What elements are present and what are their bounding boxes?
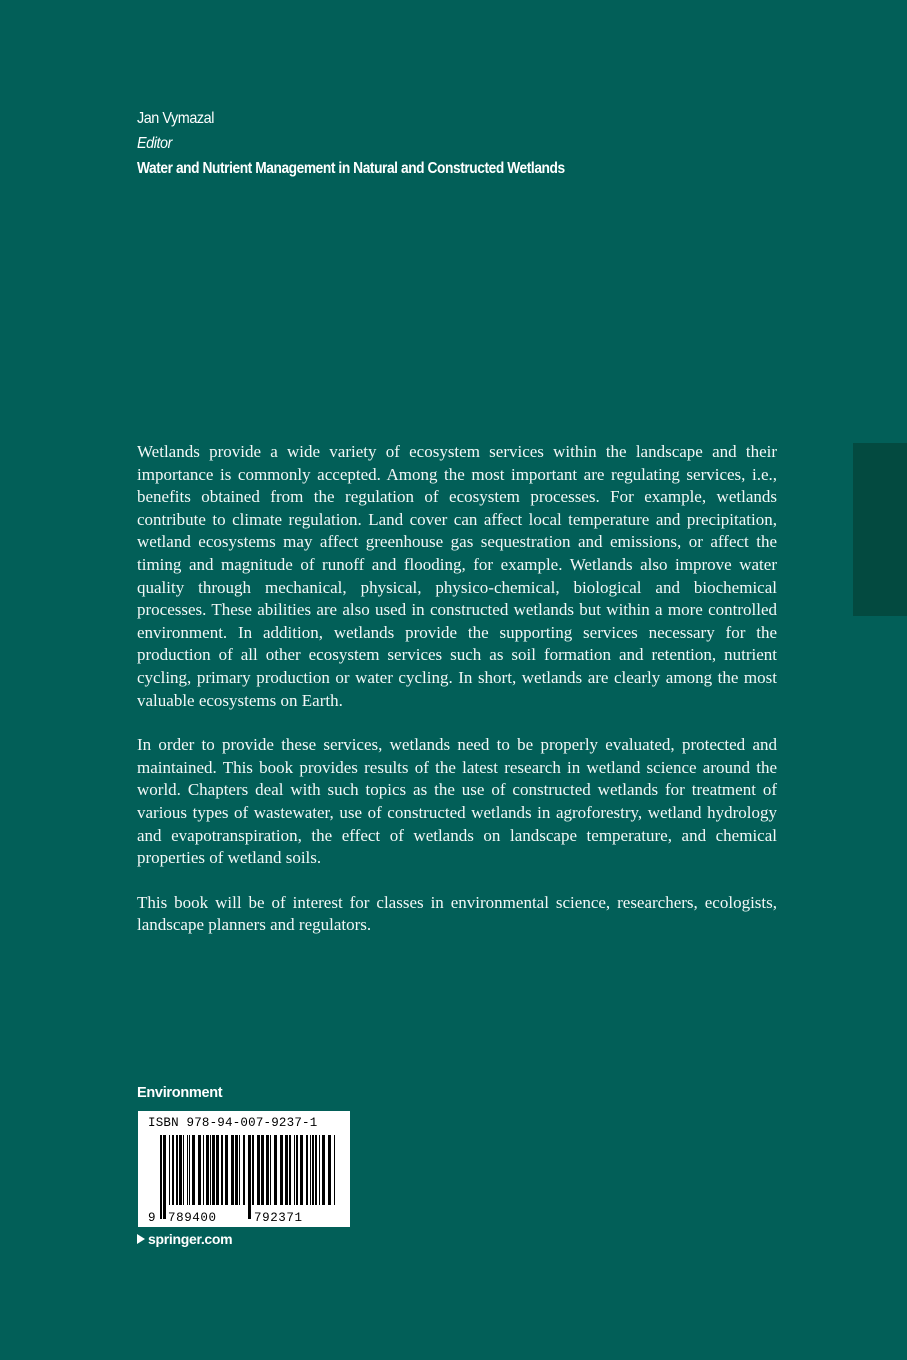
category-label: Environment (137, 1085, 223, 1101)
barcode-bar (163, 1135, 166, 1219)
publisher-link[interactable] (137, 1231, 232, 1247)
barcode-digits-right: 792371 (254, 1211, 303, 1225)
barcode-bar (221, 1135, 223, 1205)
barcode-bar (252, 1135, 254, 1205)
barcode-bar (189, 1135, 190, 1205)
barcode-bar (261, 1135, 264, 1205)
barcode-bar (289, 1135, 291, 1205)
publisher-url: springer.com (148, 1231, 233, 1247)
barcode-bar (274, 1135, 277, 1205)
barcode-bar (179, 1135, 182, 1205)
barcode-bar (334, 1135, 335, 1205)
barcode-bar (248, 1135, 251, 1219)
barcode-bar (206, 1135, 209, 1205)
barcode (138, 1111, 350, 1227)
blurb (137, 441, 777, 959)
barcode-bar (257, 1135, 260, 1205)
barcode-digit-first: 9 (148, 1211, 156, 1225)
barcode-bar (280, 1135, 283, 1205)
isbn-label: ISBN 978-94-007-9237-1 (148, 1116, 318, 1130)
header (137, 106, 777, 181)
blurb-paragraph: In order to provide these services, wetlands need to be properly evaluated, protected and maintained. This book provides results of the latest research in wetland science around the world. Chapters deal with such topics as the use of constructed wetlands for treatment of various types of wastewater, use of constructed wetlands in agroforestry, wetland hydrology and evapotranspiration, the effect of wetlands on landscape temperature, and chemical properties of wetland soils. (137, 735, 777, 868)
barcode-bar (328, 1135, 331, 1205)
book-title: Water and Nutrient Management in Natural and Constructed Wetlands (137, 160, 565, 177)
barcode-bar (225, 1135, 228, 1205)
side-tab (853, 443, 907, 616)
barcode-bar (210, 1135, 211, 1205)
barcode-bar (169, 1135, 170, 1205)
barcode-bars (160, 1135, 340, 1219)
editor-role: Editor (137, 135, 172, 152)
barcode-digits-left: 789400 (168, 1211, 217, 1225)
triangle-right-icon (137, 1234, 145, 1244)
barcode-bar (231, 1135, 234, 1205)
barcode-bar (243, 1135, 245, 1205)
barcode-bar (183, 1135, 184, 1205)
barcode-bar (300, 1135, 303, 1205)
barcode-bar (203, 1135, 204, 1205)
barcode-bar (296, 1135, 298, 1205)
barcode-bar (160, 1135, 162, 1219)
barcode-bar (235, 1135, 238, 1205)
barcode-bar (315, 1135, 317, 1205)
barcode-bar (216, 1135, 219, 1205)
barcode-bar (310, 1135, 311, 1205)
barcode-bar (187, 1135, 188, 1205)
barcode-bar (192, 1135, 195, 1205)
blurb-paragraph: Wetlands provide a wide variety of ecosystem services within the landscape and their importance is commonly accepted. Among the most important are regulating services, i.e., benefits obtained from the regulation of ecosystem processes. For example, wetlands contribute to climate regulation. Land cover can affect local temperature and precipitation, wetland ecosystems may affect greenhouse gas sequestration and emissions, or affect the timing and magnitude of runoff and flooding, for example. Wetlands also improve water quality through mechanical, physical, physico-chemical, biological and biochemical processes. These abilities are also used in constructed wetlands but within a more controlled environment. In addition, wetlands provide the supporting services necessary for the production of all other ecosystem services such as soil formation and retention, nutrient cycling, primary production or water cycling. In short, wetlands are clearly among the most valuable ecosystems on Earth. (137, 442, 777, 710)
blurb-paragraph: This book will be of interest for classes in environmental science, researchers, ecologists, landscape planners and regulators. (137, 892, 777, 935)
barcode-bar (212, 1135, 215, 1205)
barcode-bar (306, 1135, 308, 1205)
barcode-bar (176, 1135, 178, 1205)
barcode-bar (239, 1135, 240, 1205)
barcode-bar (172, 1135, 174, 1205)
barcode-bar (285, 1135, 288, 1205)
barcode-bar (270, 1135, 271, 1205)
barcode-bar (266, 1135, 269, 1205)
barcode-bar (198, 1135, 201, 1205)
barcode-bar (322, 1135, 325, 1205)
barcode-bar (312, 1135, 314, 1205)
barcode-bar (294, 1135, 295, 1205)
barcode-bar (319, 1135, 320, 1205)
editor-name: Jan Vymazal (137, 110, 214, 127)
